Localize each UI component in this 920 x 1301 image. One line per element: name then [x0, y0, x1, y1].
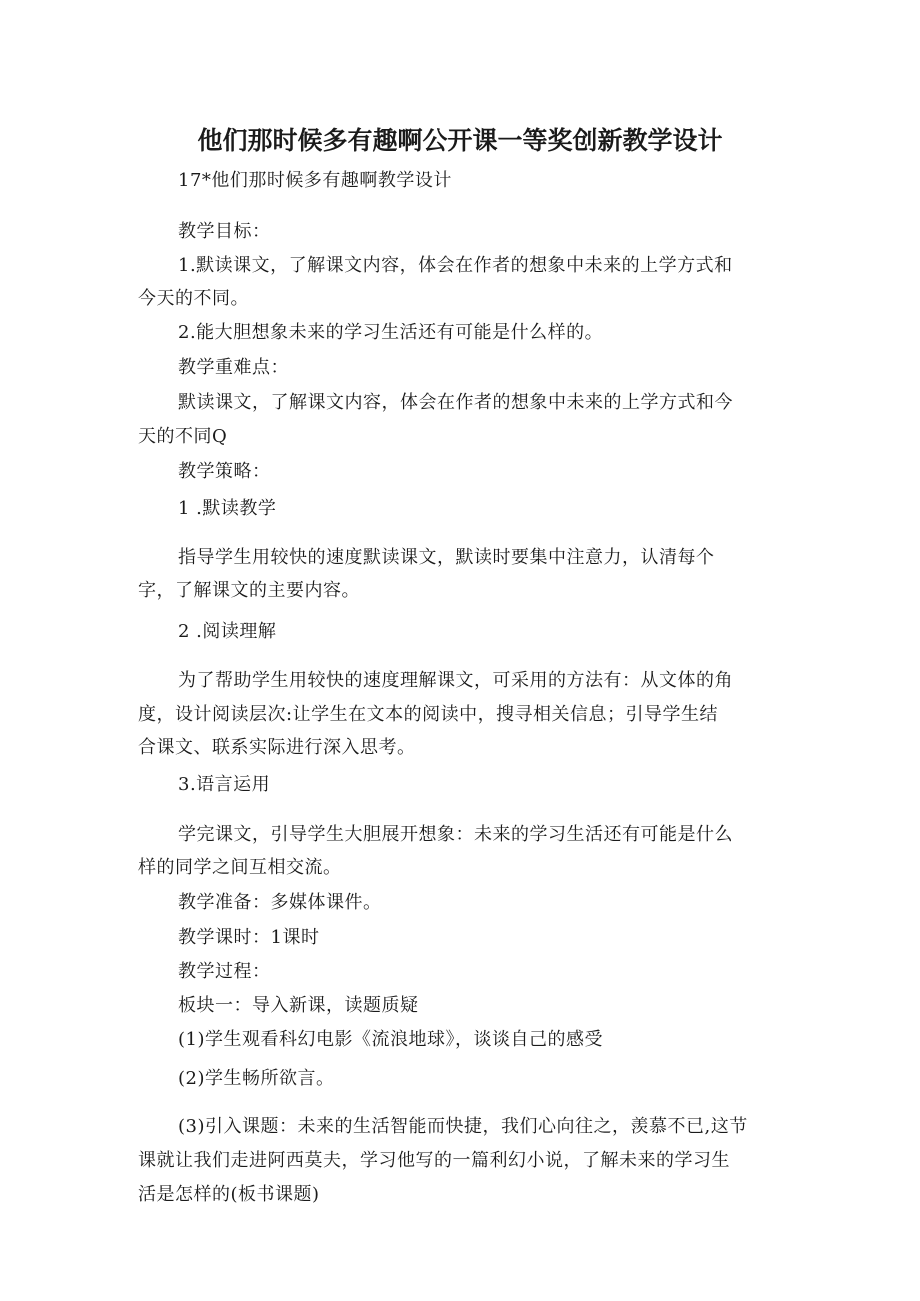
teaching-hours: 教学课时：1课时	[178, 927, 320, 948]
step-3-line-3: 活是怎样的(板书课题)	[138, 1184, 320, 1205]
strategy-2-title: 2 .阅读理解	[178, 621, 277, 642]
key-points-line-1: 默读课文，了解课文内容，体会在作者的想象中未来的上学方式和今	[178, 392, 733, 413]
strategy-2-line-1: 为了帮助学生用较快的速度理解课文，可采用的方法有：从文体的角	[178, 670, 733, 691]
goal-1-line-1: 1.默读课文，了解课文内容，体会在作者的想象中未来的上学方式和	[178, 255, 733, 276]
strategy-2-line-2: 度，设计阅读层次:让学生在文本的阅读中，搜寻相关信息；引导学生结	[138, 704, 719, 725]
strategy-3-line-1: 学完课文，引导学生大胆展开想象：未来的学习生活还有可能是什么	[178, 824, 733, 845]
step-1: (1)学生观看科幻电影《流浪地球》，谈谈自己的感受	[178, 1029, 603, 1050]
key-points-heading: 教学重难点：	[178, 357, 289, 378]
strategy-3-line-2: 样的同学之间互相交流。	[138, 857, 342, 878]
process-heading: 教学过程：	[178, 961, 271, 982]
document-subtitle: 17*他们那时候多有趣啊教学设计	[178, 170, 452, 191]
step-2: (2)学生畅所欲言。	[178, 1068, 335, 1089]
key-points-line-2: 天的不同Q	[138, 426, 228, 447]
strategy-1-line-2: 字，了解课文的主要内容。	[138, 580, 360, 601]
strategy-3-title: 3.语言运用	[178, 774, 271, 795]
goal-2: 2.能大胆想象未来的学习生活还有可能是什么样的。	[178, 322, 604, 343]
module-1: 板块一：导入新课，读题质疑	[178, 995, 419, 1016]
step-3-line-2: 课就让我们走进阿西莫夫，学习他写的一篇利幻小说，了解未来的学习生	[138, 1150, 730, 1171]
teaching-preparation: 教学准备：多媒体课件。	[178, 892, 382, 913]
strategy-1-line-1: 指导学生用较快的速度默读课文，默读时要集中注意力，认清每个	[178, 547, 715, 568]
step-3-line-1: (3)引入课题：未来的生活智能而快捷，我们心向往之，羡慕不已,这节	[178, 1116, 748, 1137]
strategy-1-title: 1 .默读教学	[178, 498, 277, 519]
document-title: 他们那时候多有趣啊公开课一等奖创新教学设计	[197, 126, 723, 155]
goals-heading: 教学目标：	[178, 221, 271, 242]
goal-1-line-2: 今天的不同。	[138, 288, 249, 309]
strategy-heading: 教学策略：	[178, 461, 271, 482]
strategy-2-line-3: 合课文、联系实际进行深入思考。	[138, 737, 416, 758]
